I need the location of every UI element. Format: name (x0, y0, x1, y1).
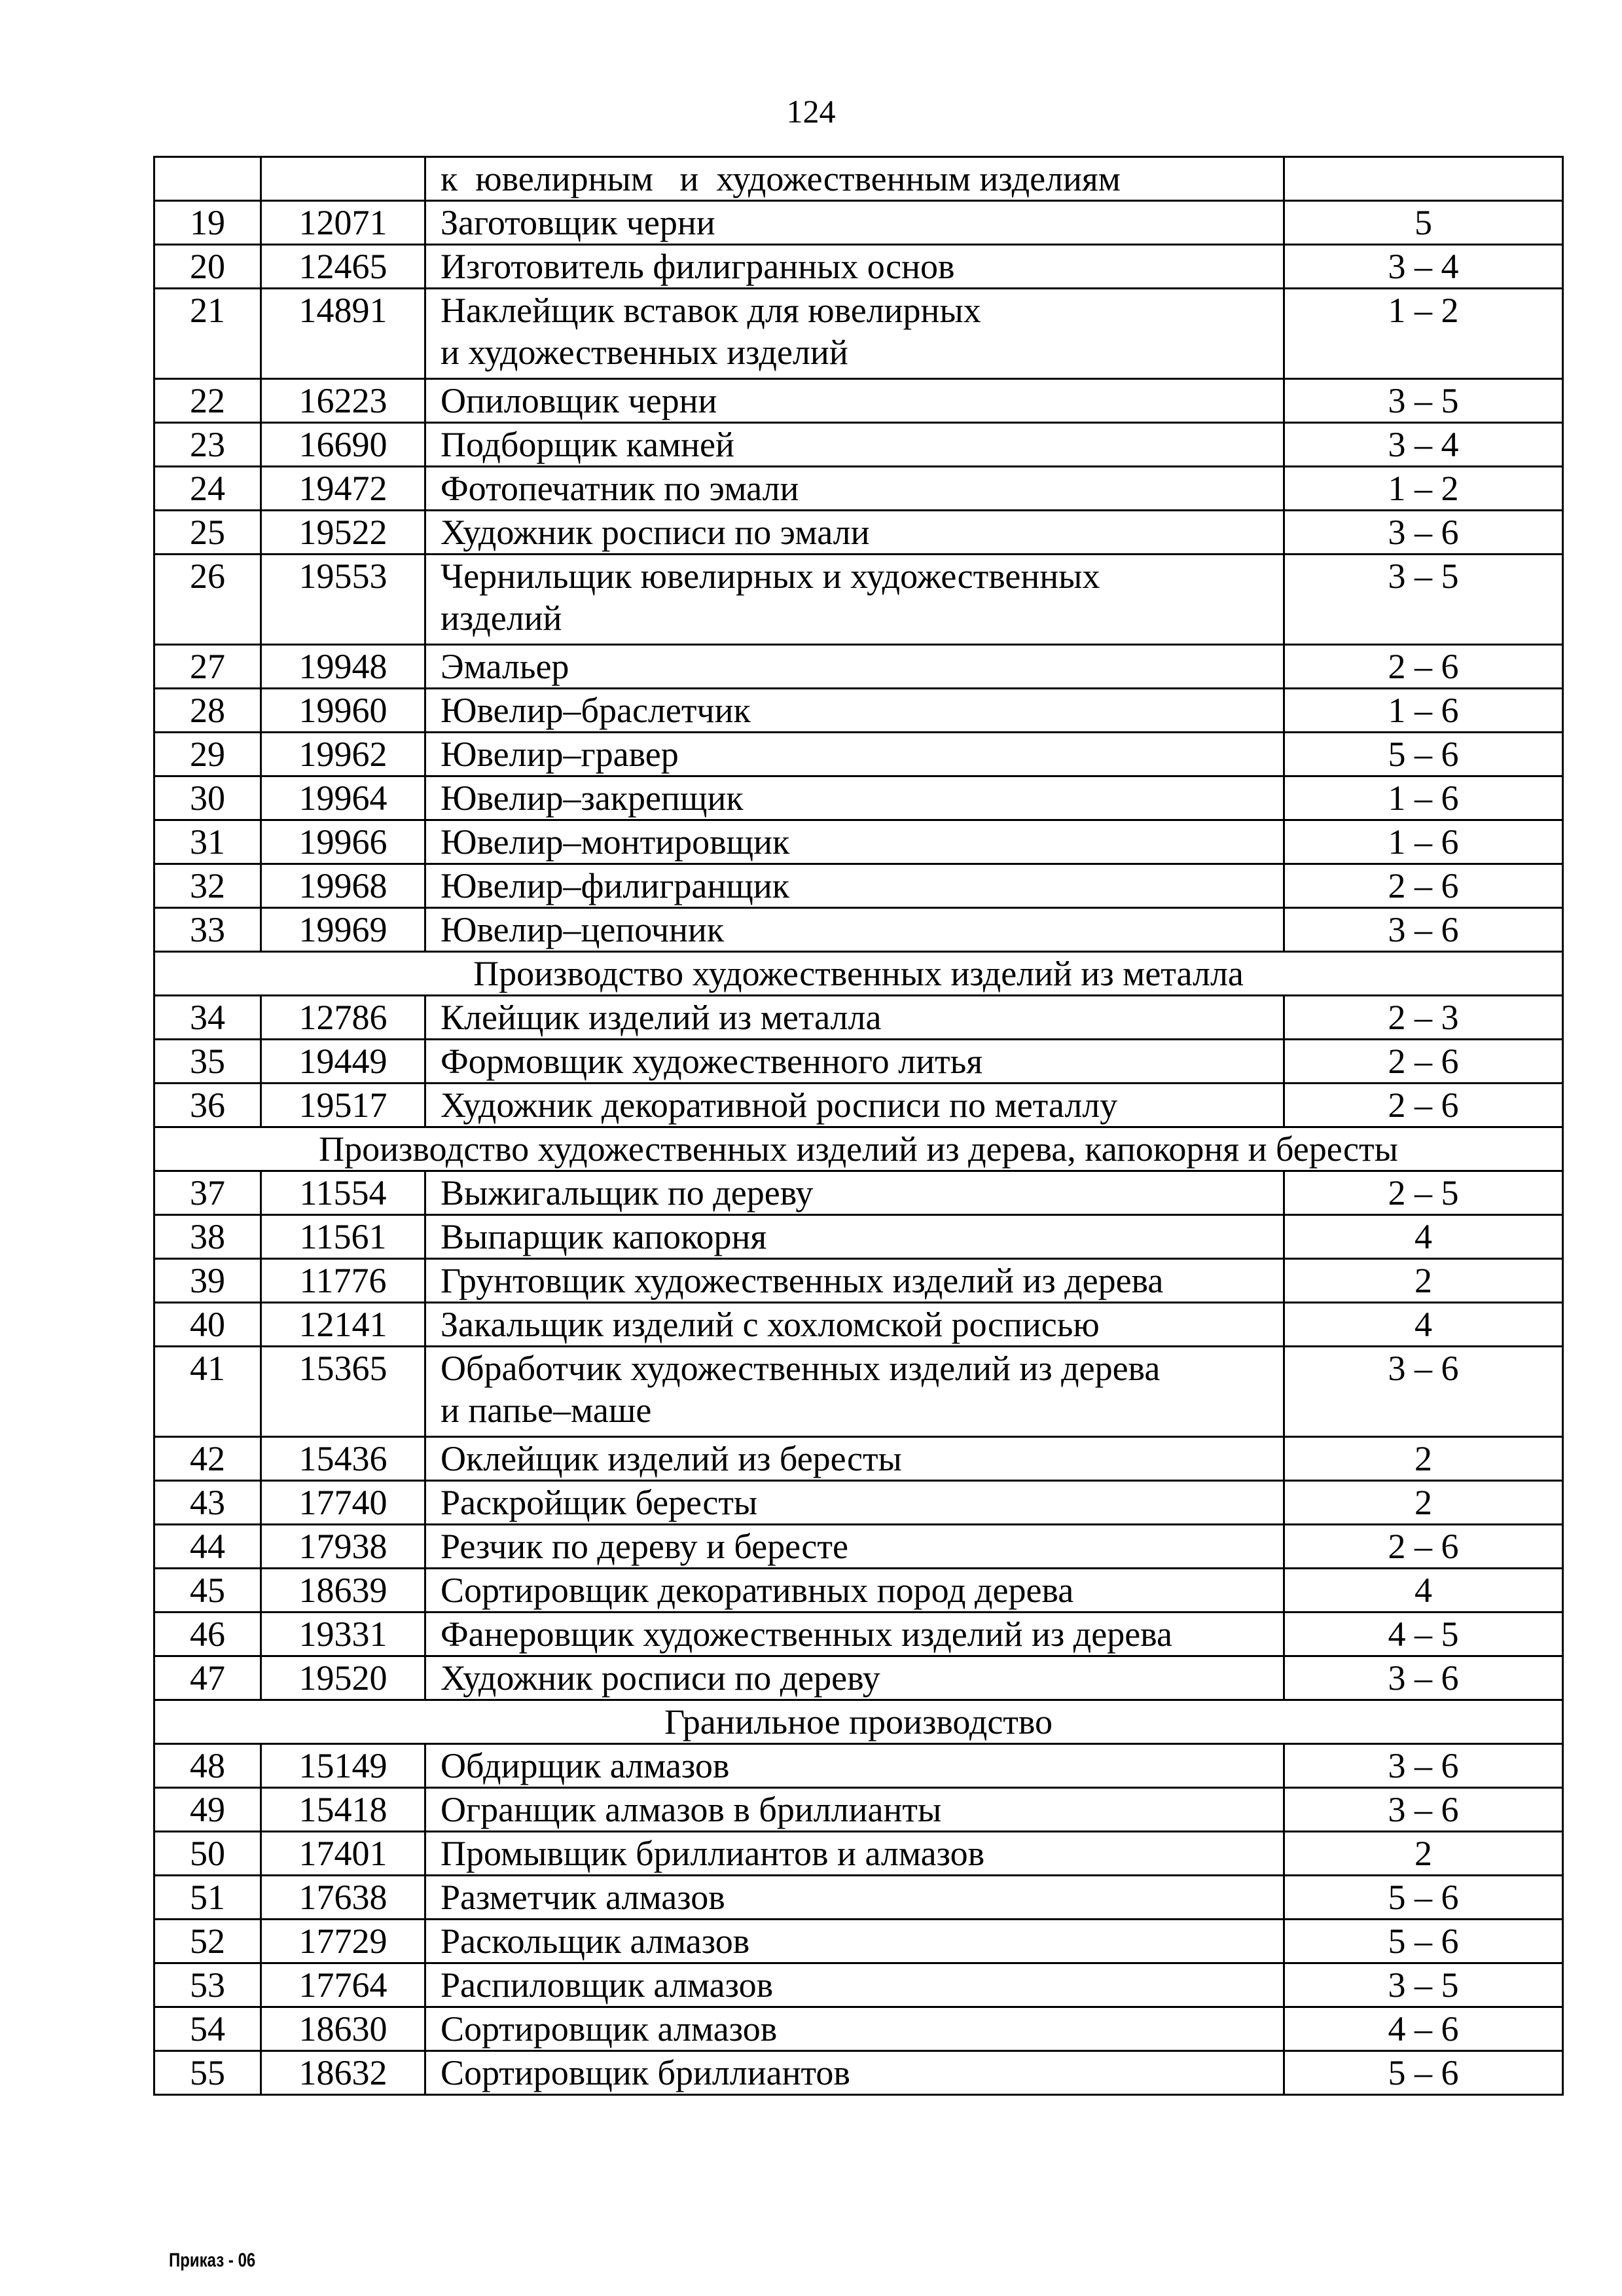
grade-range: 3 – 5 (1284, 1963, 1563, 2007)
grade-range: 1 – 6 (1284, 776, 1563, 820)
grade-range: 5 – 6 (1284, 2051, 1563, 2095)
profession-name: Закальщик изделий с хохломской росписью (425, 1303, 1284, 1347)
profession-code: 19964 (261, 776, 425, 820)
table-row (154, 1171, 1563, 1215)
profession-code: 15149 (261, 1744, 425, 1788)
profession-name: Раскольщик алмазов (425, 1920, 1284, 1963)
grade-range: 3 – 6 (1284, 1656, 1563, 1700)
table-row (154, 1920, 1563, 1963)
profession-code: 12141 (261, 1303, 425, 1347)
profession-name: Распиловщик алмазов (425, 1963, 1284, 2007)
grade-range: 3 – 4 (1284, 245, 1563, 289)
profession-code: 15365 (261, 1347, 425, 1437)
table-row (154, 689, 1563, 733)
row-number: 39 (154, 1259, 261, 1303)
table-row (154, 1788, 1563, 1832)
grade-range: 2 – 5 (1284, 1171, 1563, 1215)
grade-range: 4 (1284, 1569, 1563, 1613)
profession-name: Подборщик камней (425, 423, 1284, 467)
row-number: 41 (154, 1347, 261, 1437)
profession-code: 17401 (261, 1832, 425, 1876)
grade-range: 2 (1284, 1481, 1563, 1525)
grade-range: 4 – 6 (1284, 2007, 1563, 2051)
profession-name: к ювелирным и художественным изделиям (425, 157, 1284, 201)
profession-code: 17938 (261, 1525, 425, 1569)
grade-range: 3 – 6 (1284, 1744, 1563, 1788)
table-row (154, 511, 1563, 555)
table-row (154, 289, 1563, 379)
profession-code: 19969 (261, 908, 425, 952)
grade-range: 2 – 6 (1284, 1040, 1563, 1084)
table-row (154, 776, 1563, 820)
table-row (154, 423, 1563, 467)
profession-name: Ювелир–браслетчик (425, 689, 1284, 733)
row-number: 24 (154, 467, 261, 511)
grade-range: 3 – 6 (1284, 1788, 1563, 1832)
profession-name: Изготовитель филигранных основ (425, 245, 1284, 289)
profession-code: 15436 (261, 1437, 425, 1481)
row-number: 23 (154, 423, 261, 467)
profession-code: 12465 (261, 245, 425, 289)
profession-name: Чернильщик ювелирных и художественных изделий (425, 555, 1284, 645)
table-row (154, 1437, 1563, 1481)
grade-range: 5 – 6 (1284, 1876, 1563, 1920)
profession-name: Эмальер (425, 645, 1284, 689)
table-row (154, 1525, 1563, 1569)
profession-name: Ювелир–цепочник (425, 908, 1284, 952)
table-row (154, 1481, 1563, 1525)
profession-name: Промывщик бриллиантов и алмазов (425, 1832, 1284, 1876)
grade-range: 1 – 6 (1284, 689, 1563, 733)
profession-code: 19948 (261, 645, 425, 689)
grade-range: 4 – 5 (1284, 1613, 1563, 1656)
profession-code: 17729 (261, 1920, 425, 1963)
profession-name: Грунтовщик художественных изделий из дерева (425, 1259, 1284, 1303)
profession-code: 19520 (261, 1656, 425, 1700)
table-row (154, 864, 1563, 908)
row-number: 37 (154, 1171, 261, 1215)
profession-name: Оклейщик изделий из бересты (425, 1437, 1284, 1481)
profession-code: 18639 (261, 1569, 425, 1613)
profession-code: 16223 (261, 379, 425, 423)
row-number: 43 (154, 1481, 261, 1525)
row-number: 29 (154, 733, 261, 776)
row-number: 40 (154, 1303, 261, 1347)
grade-range: 5 (1284, 201, 1563, 245)
profession-code: 12786 (261, 996, 425, 1040)
profession-code: 19960 (261, 689, 425, 733)
profession-name: Ювелир–филигранщик (425, 864, 1284, 908)
profession-name: Фотопечатник по эмали (425, 467, 1284, 511)
row-number: 48 (154, 1744, 261, 1788)
table-row (154, 1876, 1563, 1920)
profession-name: Обработчик художественных изделий из дерева и папье–маше (425, 1347, 1284, 1437)
profession-code: 17764 (261, 1963, 425, 2007)
profession-name: Ювелир–гравер (425, 733, 1284, 776)
table-row (154, 467, 1563, 511)
section-title: Производство художественных изделий из дерева, капокорня и бересты (154, 1127, 1563, 1171)
row-number: 55 (154, 2051, 261, 2095)
profession-code: 11776 (261, 1259, 425, 1303)
row-number (154, 157, 261, 201)
row-number: 28 (154, 689, 261, 733)
row-number: 49 (154, 1788, 261, 1832)
row-number: 36 (154, 1084, 261, 1127)
table-row (154, 1303, 1563, 1347)
table-row (154, 1569, 1563, 1613)
profession-code: 11561 (261, 1215, 425, 1259)
table-row (154, 245, 1563, 289)
row-number: 32 (154, 864, 261, 908)
grade-range: 5 – 6 (1284, 1920, 1563, 1963)
table-row (154, 1744, 1563, 1788)
table-row (154, 820, 1563, 864)
row-number: 33 (154, 908, 261, 952)
grade-range: 2 – 3 (1284, 996, 1563, 1040)
profession-name: Фанеровщик художественных изделий из дерева (425, 1613, 1284, 1656)
table-row (154, 2007, 1563, 2051)
grade-range: 4 (1284, 1303, 1563, 1347)
row-number: 50 (154, 1832, 261, 1876)
profession-code: 15418 (261, 1788, 425, 1832)
table-row (154, 1040, 1563, 1084)
profession-name: Сортировщик декоративных пород дерева (425, 1569, 1284, 1613)
row-number: 27 (154, 645, 261, 689)
grade-range: 1 – 2 (1284, 289, 1563, 379)
profession-code: 19331 (261, 1613, 425, 1656)
section-title: Гранильное производство (154, 1700, 1563, 1744)
profession-name: Ювелир–закрепщик (425, 776, 1284, 820)
profession-name: Заготовщик черни (425, 201, 1284, 245)
table-row (154, 1613, 1563, 1656)
table-row (154, 157, 1563, 201)
table-row (154, 996, 1563, 1040)
profession-name: Выжигальщик по дереву (425, 1171, 1284, 1215)
table-body (154, 157, 1563, 2095)
profession-code: 14891 (261, 289, 425, 379)
footer-order-label: Приказ - 06 (169, 2250, 256, 2271)
profession-name: Художник декоративной росписи по металлу (425, 1084, 1284, 1127)
profession-code: 19968 (261, 864, 425, 908)
row-number: 34 (154, 996, 261, 1040)
section-header-row (154, 1700, 1563, 1744)
profession-code: 19553 (261, 555, 425, 645)
row-number: 45 (154, 1569, 261, 1613)
page-number: 124 (786, 93, 836, 130)
table-row (154, 1215, 1563, 1259)
profession-code: 19966 (261, 820, 425, 864)
row-number: 46 (154, 1613, 261, 1656)
table-row (154, 1832, 1563, 1876)
row-number: 19 (154, 201, 261, 245)
row-number: 53 (154, 1963, 261, 2007)
table-row (154, 1347, 1563, 1437)
grade-range: 3 – 4 (1284, 423, 1563, 467)
grade-range: 2 – 6 (1284, 864, 1563, 908)
grade-range: 3 – 6 (1284, 511, 1563, 555)
grade-range: 3 – 5 (1284, 379, 1563, 423)
grade-range: 3 – 6 (1284, 1347, 1563, 1437)
profession-code: 18632 (261, 2051, 425, 2095)
row-number: 47 (154, 1656, 261, 1700)
grade-range: 1 – 6 (1284, 820, 1563, 864)
row-number: 44 (154, 1525, 261, 1569)
profession-name: Обдирщик алмазов (425, 1744, 1284, 1788)
profession-name: Выпарщик капокорня (425, 1215, 1284, 1259)
profession-name: Наклейщик вставок для ювелирных и художественных изделий (425, 289, 1284, 379)
profession-code: 17638 (261, 1876, 425, 1920)
grade-range: 3 – 5 (1284, 555, 1563, 645)
professions-table (153, 156, 1564, 2096)
profession-name: Резчик по дереву и бересте (425, 1525, 1284, 1569)
table-row (154, 2051, 1563, 2095)
grade-range: 2 – 6 (1284, 645, 1563, 689)
profession-code: 19962 (261, 733, 425, 776)
table-row (154, 555, 1563, 645)
grade-range: 1 – 2 (1284, 467, 1563, 511)
profession-name: Формовщик художественного литья (425, 1040, 1284, 1084)
table-row (154, 379, 1563, 423)
row-number: 25 (154, 511, 261, 555)
profession-code: 19472 (261, 467, 425, 511)
row-number: 42 (154, 1437, 261, 1481)
profession-name: Художник росписи по дереву (425, 1656, 1284, 1700)
row-number: 26 (154, 555, 261, 645)
profession-name: Опиловщик черни (425, 379, 1284, 423)
row-number: 52 (154, 1920, 261, 1963)
profession-name: Художник росписи по эмали (425, 511, 1284, 555)
grade-range: 2 – 6 (1284, 1525, 1563, 1569)
row-number: 31 (154, 820, 261, 864)
profession-code: 19517 (261, 1084, 425, 1127)
table-row (154, 1259, 1563, 1303)
table-row (154, 1084, 1563, 1127)
profession-code (261, 157, 425, 201)
row-number: 38 (154, 1215, 261, 1259)
row-number: 22 (154, 379, 261, 423)
profession-code: 12071 (261, 201, 425, 245)
row-number: 30 (154, 776, 261, 820)
table-row (154, 1963, 1563, 2007)
grade-range: 2 (1284, 1832, 1563, 1876)
profession-code: 17740 (261, 1481, 425, 1525)
row-number: 20 (154, 245, 261, 289)
row-number: 51 (154, 1876, 261, 1920)
profession-code: 19522 (261, 511, 425, 555)
profession-name: Сортировщик алмазов (425, 2007, 1284, 2051)
table-row (154, 733, 1563, 776)
grade-range (1284, 157, 1563, 201)
profession-name: Сортировщик бриллиантов (425, 2051, 1284, 2095)
grade-range: 2 (1284, 1259, 1563, 1303)
section-header-row (154, 952, 1563, 996)
table-row (154, 645, 1563, 689)
profession-name: Ювелир–монтировщик (425, 820, 1284, 864)
table-row (154, 1656, 1563, 1700)
grade-range: 5 – 6 (1284, 733, 1563, 776)
row-number: 54 (154, 2007, 261, 2051)
table-row (154, 908, 1563, 952)
grade-range: 2 (1284, 1437, 1563, 1481)
profession-code: 18630 (261, 2007, 425, 2051)
grade-range: 2 – 6 (1284, 1084, 1563, 1127)
row-number: 21 (154, 289, 261, 379)
section-header-row (154, 1127, 1563, 1171)
profession-name: Разметчик алмазов (425, 1876, 1284, 1920)
row-number: 35 (154, 1040, 261, 1084)
grade-range: 4 (1284, 1215, 1563, 1259)
profession-name: Клейщик изделий из металла (425, 996, 1284, 1040)
section-title: Производство художественных изделий из металла (154, 952, 1563, 996)
profession-name: Раскройщик бересты (425, 1481, 1284, 1525)
grade-range: 3 – 6 (1284, 908, 1563, 952)
profession-code: 19449 (261, 1040, 425, 1084)
profession-code: 11554 (261, 1171, 425, 1215)
profession-code: 16690 (261, 423, 425, 467)
table-row (154, 201, 1563, 245)
profession-name: Огранщик алмазов в бриллианты (425, 1788, 1284, 1832)
